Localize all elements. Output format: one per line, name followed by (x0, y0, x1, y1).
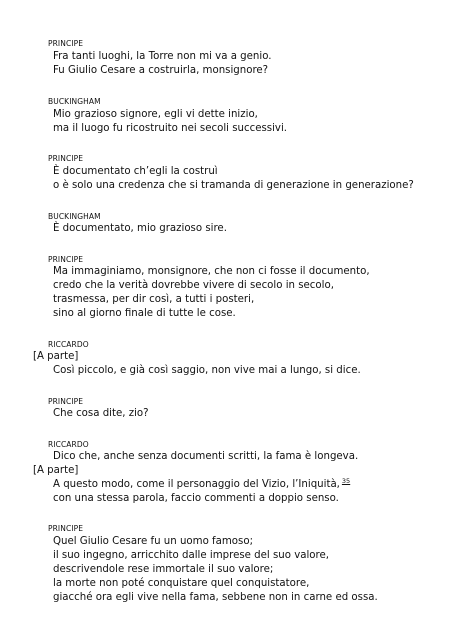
speaker-riccardo: RICCARDO (48, 340, 89, 349)
dialogue-line: credo che la verità dovrebbe vivere di secolo in secolo, (53, 280, 334, 291)
speaker-principe: PRINCIPE (48, 397, 84, 406)
dialogue-line: Quel Giulio Cesare fu un uomo famoso; (53, 536, 254, 547)
stage-direction: [A parte] (33, 351, 79, 362)
dialogue-line: Fu Giulio Cesare a costruirla, monsignore? (53, 65, 269, 76)
dialogue-line: trasmessa, per dir così, a tutti i posteri, (53, 294, 255, 305)
dialogue-line: Mio grazioso signore, egli vi dette inizio, (53, 109, 258, 120)
dialogue-line: Così piccolo, e già così saggio, non vive mai a lungo, si dice. (53, 365, 361, 376)
dialogue-line: la morte non poté conquistare quel conquistatore, (53, 578, 310, 589)
stage-direction: [A parte] (33, 465, 79, 476)
dialogue-line: Dico che, anche senza documenti scritti, la fama è longeva. (53, 451, 359, 462)
speaker-buckingham: BUCKINGHAM (48, 212, 101, 221)
dialogue-line: Ma immaginiamo, monsignore, che non ci fosse il documento, (53, 266, 370, 277)
dialogue-line: giacché ora egli vive nella fama, sebbene non in carne ed ossa. (53, 592, 378, 603)
dialogue-line: Che cosa dite, zio? (53, 408, 149, 419)
speaker-buckingham: BUCKINGHAM (48, 97, 101, 106)
dialogue-line: Fra tanti luoghi, la Torre non mi va a genio. (53, 51, 272, 62)
dialogue-line-text: A questo modo, come il personaggio del Vizio, l’Iniquità, (53, 479, 340, 490)
speaker-principe: PRINCIPE (48, 154, 84, 163)
dialogue-line: il suo ingegno, arricchito dalle imprese del suo valore, (53, 550, 330, 561)
speaker-principe: PRINCIPE (48, 39, 84, 48)
dialogue-line (53, 478, 350, 492)
speaker-riccardo: RICCARDO (48, 440, 89, 449)
dialogue-line: sino al giorno finale di tutte le cose. (53, 308, 236, 319)
dialogue-line: descrivendole rese immortale il suo valore; (53, 564, 274, 575)
dialogue-line: È documentato ch’egli la costruì (53, 166, 218, 177)
dialogue-line: o è solo una credenza che si tramanda di generazione in generazione? (53, 180, 414, 191)
speaker-principe: PRINCIPE (48, 255, 84, 264)
dialogue-line: ma il luogo fu ricostruito nei secoli successivi. (53, 123, 288, 134)
speaker-principe: PRINCIPE (48, 524, 84, 533)
footnote-marker[interactable]: 35 (341, 476, 351, 485)
dialogue-line: con una stessa parola, faccio commenti a doppio senso. (53, 493, 339, 504)
dialogue-line: È documentato, mio grazioso sire. (53, 223, 227, 234)
